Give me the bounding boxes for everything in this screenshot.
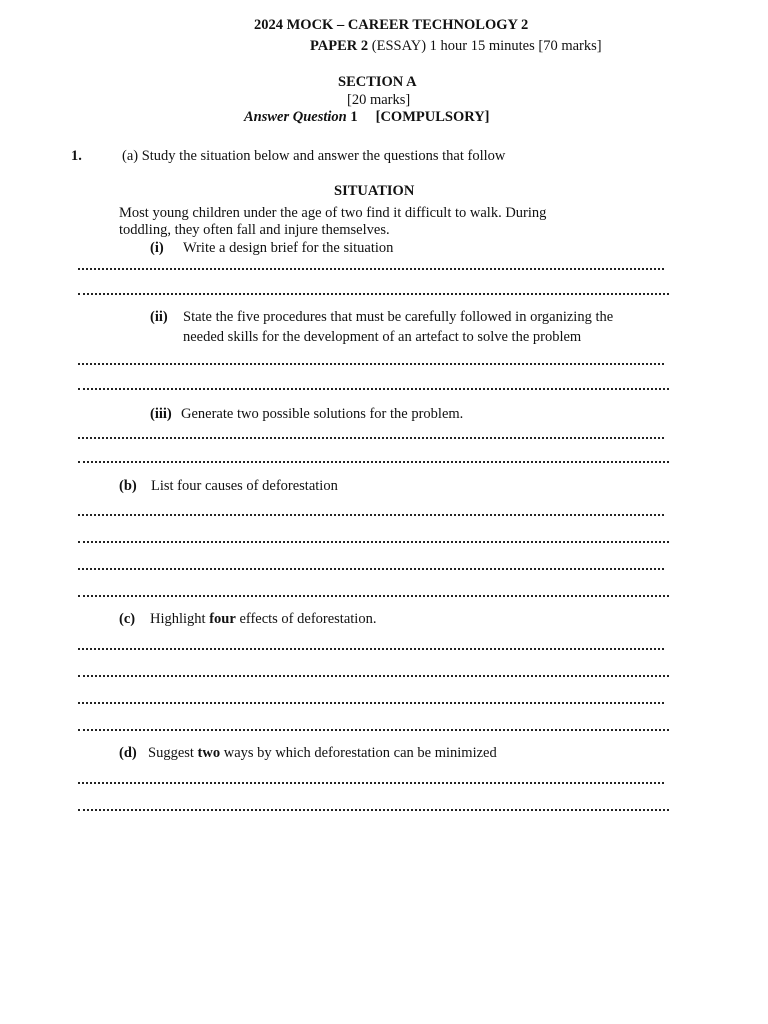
question-number: 1. <box>71 148 82 164</box>
answer-line[interactable] <box>78 455 669 463</box>
answer-line[interactable] <box>78 669 669 677</box>
section-marks: [20 marks] <box>347 92 411 108</box>
answer-line[interactable] <box>78 589 669 597</box>
question-d-label: (d) <box>119 745 137 761</box>
answer-line[interactable] <box>78 431 664 439</box>
subquestion-i-text: Write a design brief for the situation <box>183 240 394 256</box>
subquestion-iii-text: Generate two possible solutions for the problem. <box>181 406 464 422</box>
situation-line-1: Most young children under the age of two find it difficult to walk. During <box>119 205 547 221</box>
compulsory-label: [COMPULSORY] <box>375 109 490 125</box>
answer-line[interactable] <box>78 776 664 784</box>
answer-line[interactable] <box>78 262 664 270</box>
question-c-label: (c) <box>119 611 136 627</box>
question-c-text <box>150 610 376 628</box>
answer-number: 1 <box>346 109 358 125</box>
answer-line[interactable] <box>78 535 669 543</box>
answer-label: Answer Question <box>244 109 347 125</box>
paper-info <box>310 37 602 55</box>
answer-line[interactable] <box>78 382 669 390</box>
question-c-pre: Highlight <box>150 611 210 627</box>
subquestion-ii-label: (ii) <box>150 309 168 325</box>
question-c-emphasis: four <box>209 611 236 627</box>
answer-line[interactable] <box>78 696 664 704</box>
answer-line[interactable] <box>78 508 664 516</box>
subquestion-i-label: (i) <box>150 240 164 256</box>
paper-label: PAPER 2 <box>310 38 369 54</box>
subquestion-ii-line-1: State the five procedures that must be carefully followed in organizing the <box>183 309 614 325</box>
answer-line[interactable] <box>78 803 669 811</box>
question-b-text: List four causes of deforestation <box>151 478 338 494</box>
answer-line[interactable] <box>78 562 664 570</box>
answer-line[interactable] <box>78 642 664 650</box>
answer-line[interactable] <box>78 287 669 295</box>
situation-line-2: toddling, they often fall and injure themselves. <box>119 222 390 238</box>
question-d-post: ways by which deforestation can be minimized <box>220 745 497 761</box>
question-a-intro: (a) Study the situation below and answer the questions that follow <box>122 148 506 164</box>
question-d-emphasis: two <box>197 745 221 761</box>
question-b-label: (b) <box>119 478 137 494</box>
answer-line[interactable] <box>78 723 669 731</box>
question-d-pre: Suggest <box>148 745 198 761</box>
question-d-text <box>148 744 497 762</box>
section-title: SECTION A <box>338 74 417 90</box>
subquestion-iii-label: (iii) <box>150 406 172 422</box>
question-c-post: effects of deforestation. <box>235 611 377 627</box>
answer-line[interactable] <box>78 357 664 365</box>
answer-instruction <box>244 108 490 126</box>
subquestion-ii-line-2: needed skills for the development of an artefact to solve the problem <box>183 329 582 345</box>
paper-details: (ESSAY) 1 hour 15 minutes [70 marks] <box>368 38 602 54</box>
exam-title: 2024 MOCK – CAREER TECHNOLOGY 2 <box>254 17 529 33</box>
situation-title: SITUATION <box>334 183 415 199</box>
